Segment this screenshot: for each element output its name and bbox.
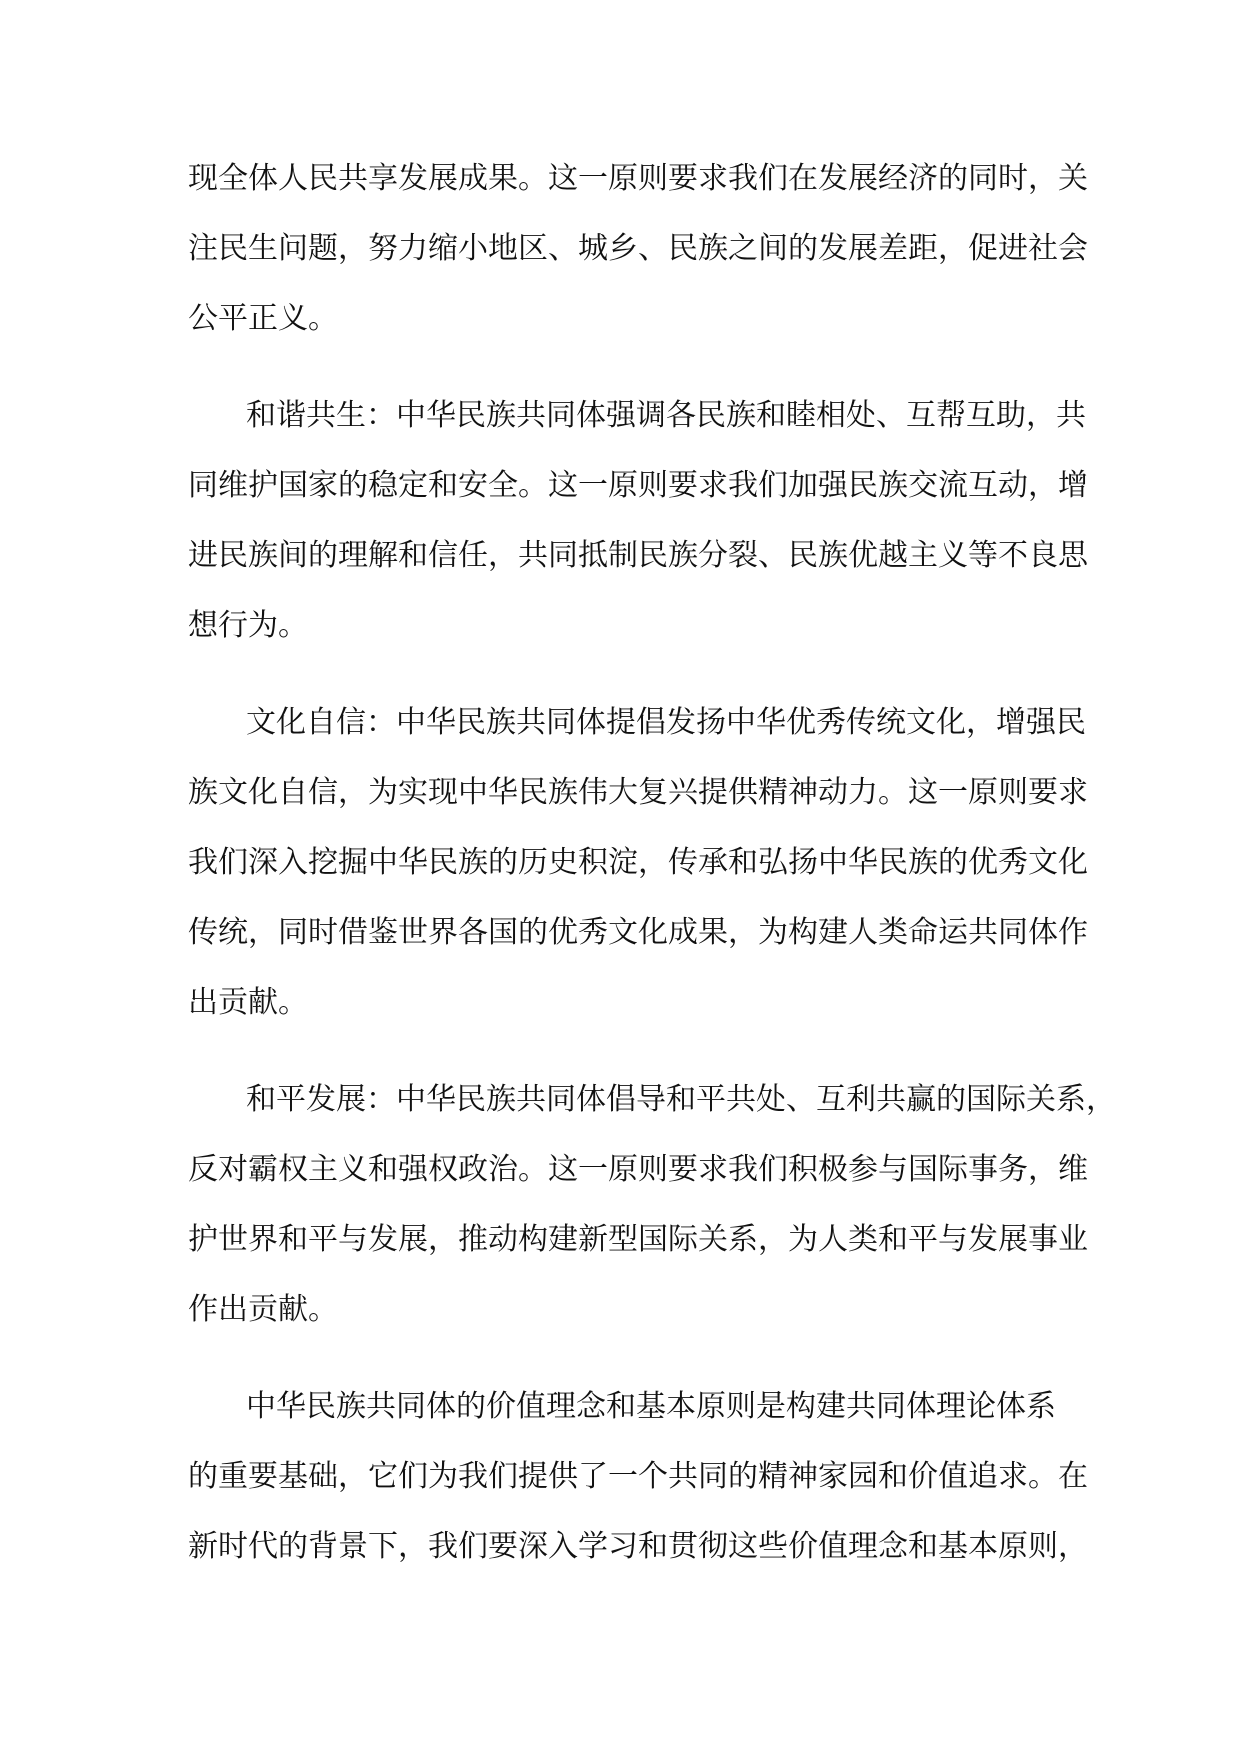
text-line: 进民族间的理解和信任，共同抵制民族分裂、民族优越主义等不良思 (188, 538, 1088, 573)
text-line: 同维护国家的稳定和安全。这一原则要求我们加强民族交流互动，增 (188, 468, 1088, 503)
text-line: 文化自信：中华民族共同体提倡发扬中华优秀传统文化，增强民 (246, 705, 1086, 740)
text-line: 新时代的背景下，我们要深入学习和贯彻这些价值理念和基本原则， (188, 1529, 1088, 1564)
text-line: 和平发展：中华民族共同体倡导和平共处、互利共赢的国际关系， (246, 1082, 1116, 1117)
text-line: 传统，同时借鉴世界各国的优秀文化成果，为构建人类命运共同体作 (188, 915, 1088, 950)
text-line: 我们深入挖掘中华民族的历史积淀，传承和弘扬中华民族的优秀文化 (188, 845, 1088, 880)
paragraph (188, 1372, 1088, 1582)
text-line: 作出贡献。 (188, 1292, 338, 1327)
paragraph (188, 381, 1088, 661)
text-line: 反对霸权主义和强权政治。这一原则要求我们积极参与国际事务，维 (188, 1152, 1088, 1187)
text-line: 注民生问题，努力缩小地区、城乡、民族之间的发展差距，促进社会 (188, 231, 1088, 266)
text-line: 想行为。 (188, 608, 308, 643)
text-line: 护世界和平与发展，推动构建新型国际关系，为人类和平与发展事业 (188, 1222, 1088, 1257)
text-line: 和谐共生：中华民族共同体强调各民族和睦相处、互帮互助，共 (246, 398, 1086, 433)
text-line: 的重要基础，它们为我们提供了一个共同的精神家园和价值追求。在 (188, 1459, 1088, 1494)
text-line: 出贡献。 (188, 985, 308, 1020)
paragraph (188, 688, 1088, 1038)
text-line: 中华民族共同体的价值理念和基本原则是构建共同体理论体系 (246, 1389, 1056, 1424)
document-body (188, 144, 1116, 1582)
paragraph (188, 1065, 1116, 1345)
text-line: 现全体人民共享发展成果。这一原则要求我们在发展经济的同时，关 (188, 161, 1088, 196)
text-line: 公平正义。 (188, 301, 338, 336)
text-line: 族文化自信，为实现中华民族伟大复兴提供精神动力。这一原则要求 (188, 775, 1088, 810)
paragraph (188, 144, 1088, 354)
